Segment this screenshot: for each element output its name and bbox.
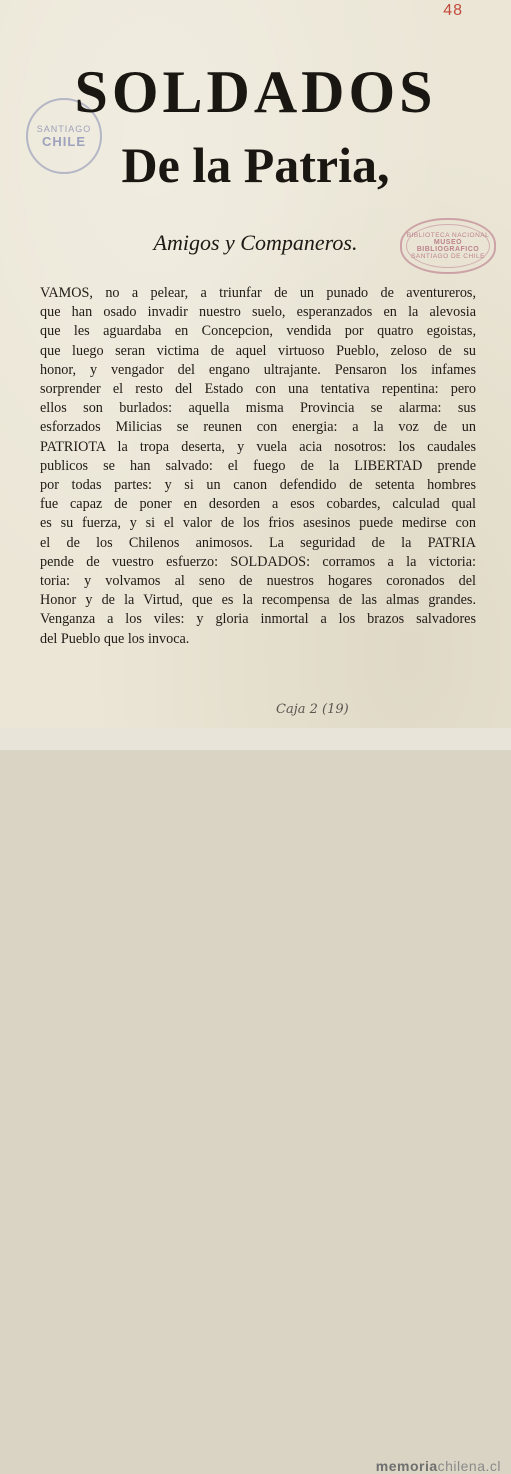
body-line: que luego seran victima de aquel virtuoso Pueblo, zeloso de su (40, 342, 476, 359)
body-line: que han osado invadir nuestro suelo, esperanzados en la alevosia (40, 304, 476, 321)
archive-box-note: Caja 2 (19) (276, 702, 349, 717)
page-number: 48 (443, 2, 463, 19)
body-line: PATRIOTA la tropa deserta, y vuela acia nosotros: los caudales (40, 438, 476, 455)
body-line: honor, y vengador del engano ultrajante. Pensaron los infames (40, 361, 476, 378)
watermark-brand: memoria (375, 1458, 438, 1474)
body-line: que les aguardaba en Concepcion, vendida por quatro egoistas, (40, 323, 476, 340)
body-line: Honor y de la Virtud, que es la recompensa de las almas grandes. (40, 592, 476, 609)
stamp-left-line1: SANTIAGO (36, 123, 92, 134)
body-line: pende de vuestro esfuerzo: SOLDADOS: corramos a la victoria: (40, 553, 476, 570)
body-line: del Pueblo que los invoca. (40, 630, 190, 647)
watermark-suffix: chilena.cl (437, 1458, 501, 1474)
document-page (0, 0, 511, 728)
body-line: Venganza a los viles: y gloria inmortal a los brazos salvadores (40, 611, 476, 628)
body-line: el de los Chilenos animosos. La seguridad de la PATRIA (40, 534, 476, 551)
site-watermark (376, 1458, 501, 1474)
stamp-left-line2: CHILE (42, 133, 86, 149)
body-line: publicos se han salvado: el fuego de la LIBERTAD prende (40, 457, 476, 474)
salutation: Amigos y Companeros. (153, 230, 358, 255)
body-line: sorprender el resto del Estado con una tentativa repentina: pero (40, 381, 476, 398)
headline: SOLDADOS (74, 59, 437, 125)
body-line: por todas partes: y si un canon defendido de setenta hombres (40, 477, 476, 494)
proclamation-body (40, 284, 476, 649)
body-line: ellos son burlados: aquella misma Provincia se alarma: sus (40, 400, 476, 417)
stamp-right-line3: SANTIAGO DE CHILE (411, 253, 485, 260)
body-line: fue capaz de poner en desorden a esos cobardes, calculad qual (40, 496, 476, 513)
body-line: es su fuerza, y si el valor de los frios asesinos puede medirse con (40, 515, 476, 532)
subheadline: De la Patria, (121, 137, 390, 193)
footer-bar (0, 728, 511, 1474)
body-line: toria: y volvamos al seno de nuestros hogares coronados del (40, 573, 476, 590)
stamp-right-line1: BIBLIOTECA NACIONAL (406, 232, 490, 239)
body-line: esforzados Milicias se reunen con energia: a la voz de un (40, 419, 476, 436)
body-line: VAMOS, no a pelear, a triunfar de un punado de aventureros, (40, 285, 476, 301)
stamp-right-line2: MUSEO BIBLIOGRAFICO (416, 239, 480, 253)
